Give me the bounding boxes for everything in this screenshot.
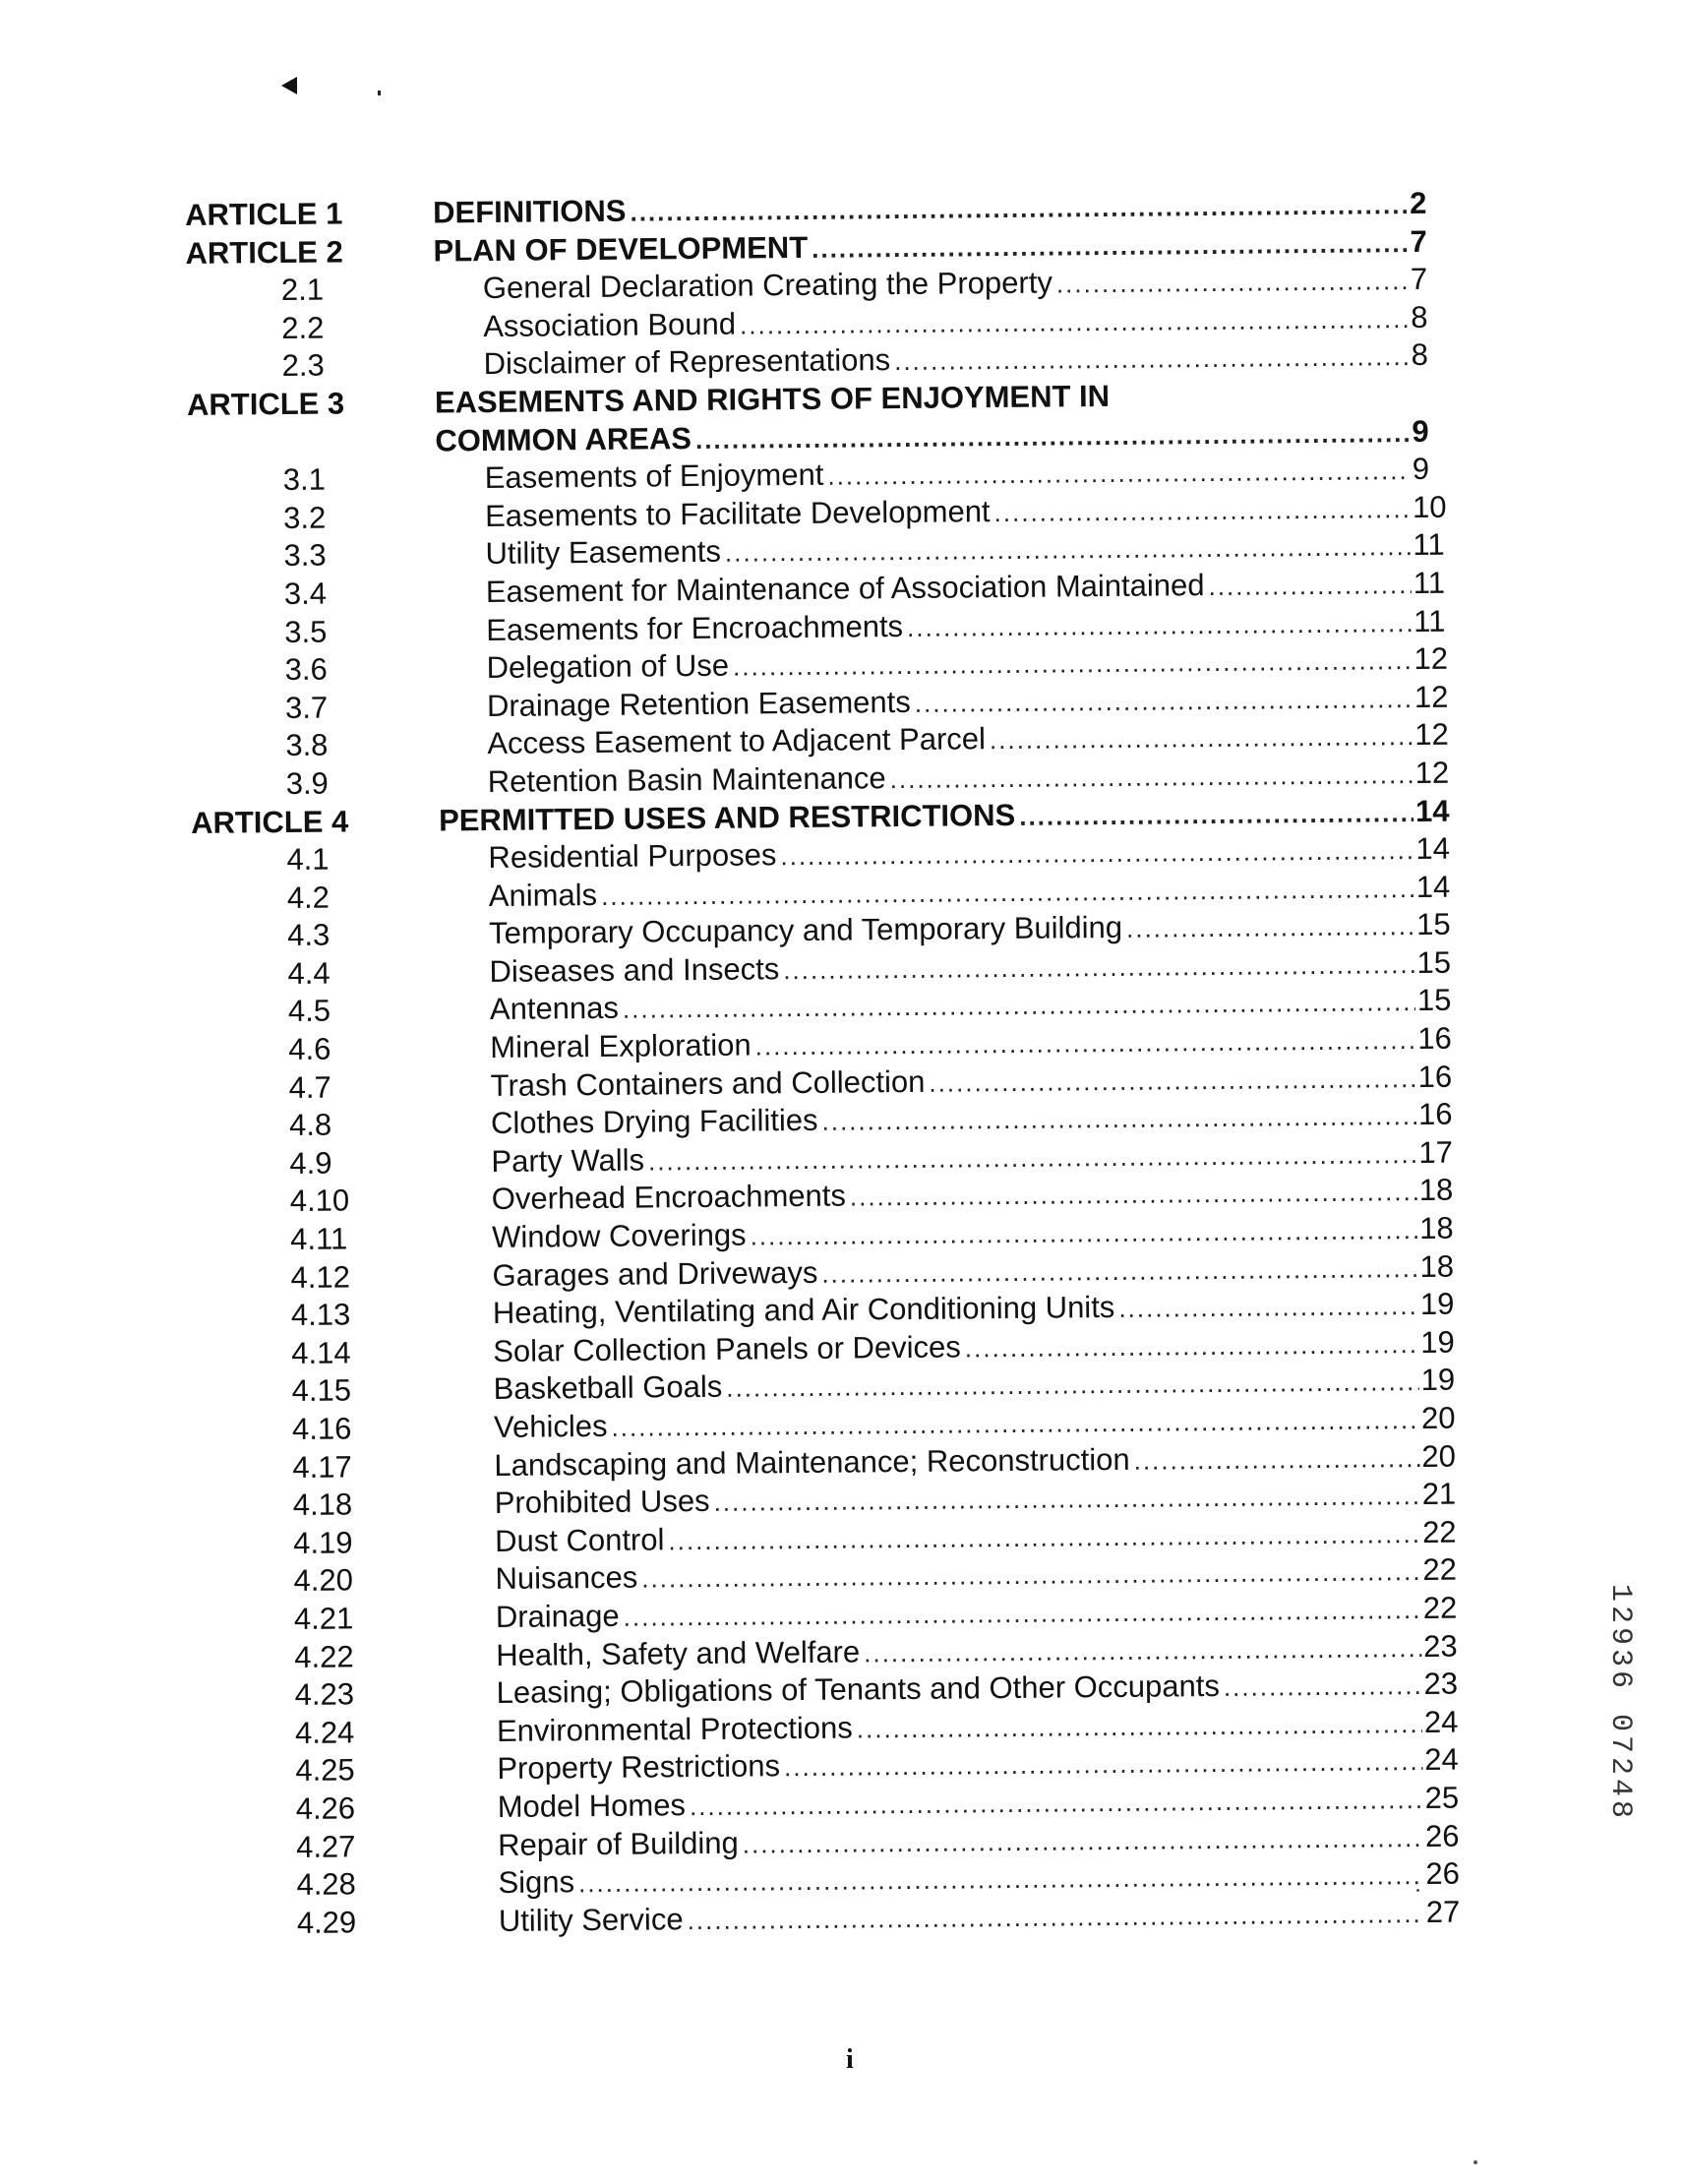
page-ref: 7 bbox=[1410, 223, 1427, 259]
page-ref: 14 bbox=[1414, 793, 1450, 828]
section-number: 4.15 bbox=[291, 1372, 352, 1409]
page-ref: 16 bbox=[1417, 1096, 1453, 1132]
page-ref: 15 bbox=[1416, 983, 1452, 1018]
page-ref: 24 bbox=[1424, 1741, 1459, 1778]
dot-leader bbox=[784, 1742, 1423, 1787]
section-number: 4.16 bbox=[291, 1411, 352, 1446]
page-number: i bbox=[846, 2044, 854, 2075]
article-number: ARTICLE 1 bbox=[185, 196, 343, 232]
page-ref: 23 bbox=[1423, 1628, 1458, 1664]
section-title: Garages and Driveways bbox=[492, 1254, 818, 1293]
section-number: 4.3 bbox=[287, 917, 331, 953]
section-number: 4.25 bbox=[295, 1752, 355, 1789]
dot-leader bbox=[929, 1060, 1416, 1102]
section-number: 4.9 bbox=[289, 1145, 332, 1181]
page-ref: 18 bbox=[1418, 1173, 1454, 1208]
section-title: Dust Control bbox=[494, 1522, 665, 1558]
section-number: 3.4 bbox=[283, 576, 328, 611]
section-title: Residential Purposes bbox=[488, 837, 777, 876]
section-number: 2.1 bbox=[280, 272, 325, 308]
page-ref: 19 bbox=[1419, 1286, 1455, 1322]
dot-leader bbox=[750, 1211, 1417, 1255]
section-title: Disclaimer of Representations bbox=[483, 342, 891, 382]
page-ref: 14 bbox=[1415, 869, 1451, 904]
article-title: COMMON AREAS bbox=[435, 420, 692, 458]
section-title: Window Coverings bbox=[491, 1217, 747, 1255]
dot-leader bbox=[864, 1629, 1421, 1672]
section-title: Signs bbox=[498, 1864, 575, 1901]
article-number: ARTICLE 3 bbox=[186, 386, 345, 422]
page-ref: 22 bbox=[1421, 1514, 1457, 1549]
section-number: 4.6 bbox=[288, 1031, 331, 1067]
page-ref: 16 bbox=[1417, 1020, 1452, 1057]
section-number: 4.17 bbox=[292, 1448, 352, 1485]
section-title: Property Restrictions bbox=[497, 1748, 781, 1787]
dot-leader bbox=[812, 224, 1409, 268]
page-ref: 14 bbox=[1415, 830, 1451, 867]
section-title: Overhead Encroachments bbox=[491, 1179, 847, 1217]
section-number: 4.27 bbox=[295, 1828, 356, 1864]
section-title: Nuisances bbox=[495, 1559, 638, 1597]
dot-leader bbox=[827, 452, 1411, 495]
section-title: Basketball Goals bbox=[493, 1369, 723, 1407]
section-title: Landscaping and Maintenance; Reconstruction bbox=[494, 1441, 1130, 1483]
section-title: Utility Easements bbox=[485, 534, 722, 572]
article-title: EASEMENTS AND RIGHTS OF ENJOYMENT IN bbox=[434, 378, 1111, 420]
dot-leader bbox=[965, 1325, 1419, 1367]
stamp-number: 12936 07248 bbox=[1603, 1584, 1637, 1823]
page-ref: 21 bbox=[1421, 1476, 1457, 1512]
speck-mark bbox=[1474, 2160, 1477, 2164]
page-ref: 17 bbox=[1418, 1134, 1454, 1170]
section-title: Party Walls bbox=[491, 1142, 645, 1179]
dot-leader bbox=[915, 680, 1413, 722]
section-number: 3.9 bbox=[285, 765, 330, 801]
article-title: PERMITTED USES AND RESTRICTIONS bbox=[438, 797, 1016, 838]
section-title: Retention Basin Maintenance bbox=[487, 760, 886, 799]
page-ref: 12 bbox=[1413, 679, 1449, 714]
dot-leader bbox=[907, 604, 1412, 647]
section-number: 4.28 bbox=[296, 1866, 356, 1903]
speck-mark bbox=[1416, 1889, 1419, 1892]
section-number: 3.6 bbox=[284, 651, 328, 688]
section-number: 2.2 bbox=[281, 310, 325, 345]
document-stamp bbox=[1574, 1584, 1637, 1850]
dot-leader bbox=[1224, 1667, 1422, 1707]
section-number: 4.19 bbox=[292, 1525, 353, 1560]
section-number: 4.4 bbox=[287, 955, 331, 991]
dot-leader bbox=[1133, 1439, 1419, 1480]
section-number: 3.3 bbox=[283, 537, 327, 574]
section-title: Animals bbox=[488, 877, 598, 913]
section-number: 4.21 bbox=[293, 1601, 354, 1636]
dot-leader bbox=[726, 1363, 1419, 1407]
page-ref: 18 bbox=[1419, 1248, 1455, 1284]
page-ref: 18 bbox=[1418, 1210, 1454, 1246]
section-title: Easements for Encroachments bbox=[486, 608, 904, 647]
dot-leader bbox=[1208, 566, 1412, 606]
page-ref: 22 bbox=[1422, 1590, 1458, 1625]
article-title: DEFINITIONS bbox=[432, 193, 627, 230]
section-title: Easements of Enjoyment bbox=[484, 456, 824, 496]
section-number: 4.1 bbox=[286, 841, 330, 878]
section-number: 4.23 bbox=[294, 1676, 355, 1713]
page-ref: 12 bbox=[1413, 640, 1449, 677]
page-ref: 7 bbox=[1410, 262, 1428, 297]
arrow-mark-icon bbox=[281, 77, 297, 94]
page-ref: 19 bbox=[1420, 1363, 1456, 1398]
section-title: Temporary Occupancy and Temporary Building bbox=[489, 910, 1123, 951]
dot-leader bbox=[993, 490, 1411, 532]
dot-leader bbox=[780, 831, 1413, 876]
page-ref: 15 bbox=[1416, 944, 1452, 980]
section-number: 4.14 bbox=[291, 1335, 351, 1370]
table-of-contents bbox=[182, 185, 1477, 1944]
section-number: 4.5 bbox=[287, 994, 331, 1029]
section-title: Diseases and Insects bbox=[489, 951, 780, 989]
page-ref: 27 bbox=[1425, 1894, 1461, 1929]
section-number: 4.20 bbox=[293, 1562, 354, 1599]
dot-leader bbox=[740, 300, 1410, 344]
section-title: Delegation of Use bbox=[486, 647, 730, 686]
section-number: 4.18 bbox=[292, 1486, 353, 1523]
section-title: Vehicles bbox=[493, 1408, 608, 1445]
dot-leader bbox=[821, 1249, 1418, 1293]
dot-leader bbox=[1019, 794, 1413, 835]
page-ref: 20 bbox=[1420, 1400, 1456, 1435]
section-number: 3.1 bbox=[282, 461, 327, 498]
speck-mark bbox=[378, 91, 381, 95]
article-number: ARTICLE 4 bbox=[190, 803, 349, 840]
section-number: 4.22 bbox=[294, 1638, 354, 1674]
dot-leader bbox=[754, 1021, 1415, 1065]
page-ref: 26 bbox=[1424, 1818, 1460, 1853]
page-ref: 24 bbox=[1423, 1704, 1459, 1739]
page-ref: 25 bbox=[1424, 1780, 1460, 1815]
page-ref: 9 bbox=[1412, 451, 1430, 487]
dot-leader bbox=[687, 1895, 1424, 1940]
section-number: 4.13 bbox=[290, 1297, 351, 1333]
section-title: Leasing; Obligations of Tenants and Other Occupants bbox=[496, 1668, 1221, 1711]
dot-leader bbox=[890, 756, 1413, 799]
section-number: 2.3 bbox=[281, 347, 325, 384]
section-title: Association Bound bbox=[483, 306, 737, 343]
section-title: Drainage bbox=[495, 1598, 620, 1634]
section-title: Clothes Drying Facilities bbox=[490, 1103, 818, 1141]
page-ref: 8 bbox=[1411, 337, 1429, 373]
section-number: 4.24 bbox=[294, 1715, 355, 1750]
section-title: Solar Collection Panels or Devices bbox=[493, 1329, 961, 1368]
section-number: 3.8 bbox=[285, 727, 329, 763]
page-ref: 19 bbox=[1420, 1324, 1455, 1360]
page-ref: 11 bbox=[1413, 565, 1446, 600]
article-title: PLAN OF DEVELOPMENT bbox=[433, 229, 809, 269]
dot-leader bbox=[894, 337, 1410, 381]
section-number: 3.2 bbox=[282, 500, 327, 535]
section-title: Easements to Facilitate Development bbox=[484, 493, 991, 533]
dot-leader bbox=[725, 527, 1412, 572]
section-title: Heating, Ventilating and Air Conditioning Units bbox=[492, 1290, 1115, 1331]
section-number: 4.10 bbox=[289, 1183, 350, 1219]
section-title: General Declaration Creating the Property bbox=[482, 265, 1053, 306]
section-title: Repair of Building bbox=[497, 1825, 739, 1862]
page-ref: 8 bbox=[1411, 299, 1428, 334]
section-number: 4.29 bbox=[296, 1905, 357, 1940]
page-ref: 12 bbox=[1414, 716, 1449, 753]
section-number: 4.11 bbox=[290, 1221, 348, 1257]
section-title: Prohibited Uses bbox=[494, 1484, 710, 1521]
section-number: 3.5 bbox=[284, 614, 328, 649]
dot-leader bbox=[821, 1097, 1416, 1140]
section-title: Access Easement to Adjacent Parcel bbox=[487, 721, 987, 761]
section-number: 4.2 bbox=[286, 880, 331, 915]
section-title: Health, Safety and Welfare bbox=[496, 1634, 861, 1672]
page-ref: 2 bbox=[1409, 185, 1427, 221]
section-title: Environmental Protections bbox=[496, 1710, 853, 1748]
section-title: Utility Service bbox=[498, 1901, 684, 1938]
page-ref: 9 bbox=[1412, 413, 1429, 449]
section-title: Model Homes bbox=[497, 1788, 687, 1824]
dot-leader bbox=[850, 1173, 1417, 1216]
dot-leader bbox=[743, 1818, 1424, 1862]
section-number: 4.12 bbox=[290, 1259, 351, 1295]
page-ref: 22 bbox=[1422, 1552, 1458, 1588]
dot-leader bbox=[857, 1705, 1423, 1748]
section-title: Easement for Maintenance of Association Maintained bbox=[485, 567, 1205, 609]
section-number: 4.7 bbox=[288, 1069, 331, 1105]
dot-leader bbox=[1056, 262, 1409, 303]
page-ref: 15 bbox=[1415, 906, 1451, 942]
section-number: 3.7 bbox=[284, 690, 329, 725]
page-ref: 16 bbox=[1417, 1059, 1453, 1094]
section-number: 4.8 bbox=[288, 1107, 332, 1143]
section-title: Drainage Retention Easements bbox=[486, 684, 911, 723]
dot-leader bbox=[1118, 1287, 1418, 1328]
page-ref: 26 bbox=[1425, 1855, 1461, 1892]
page-ref: 11 bbox=[1413, 603, 1446, 638]
dot-leader bbox=[990, 717, 1413, 759]
dot-leader bbox=[733, 641, 1413, 686]
section-title: Antennas bbox=[489, 991, 620, 1027]
page-ref: 23 bbox=[1423, 1666, 1459, 1702]
article-number: ARTICLE 2 bbox=[185, 234, 343, 271]
section-number: 4.26 bbox=[295, 1790, 356, 1826]
dot-leader bbox=[783, 945, 1415, 990]
section-title: Trash Containers and Collection bbox=[490, 1063, 926, 1103]
section-title: Mineral Exploration bbox=[490, 1027, 752, 1065]
page-ref: 12 bbox=[1414, 755, 1450, 790]
page-ref: 11 bbox=[1413, 527, 1445, 563]
page-ref: 20 bbox=[1421, 1438, 1456, 1474]
dot-leader bbox=[1126, 907, 1414, 947]
page-ref: 10 bbox=[1412, 489, 1447, 524]
